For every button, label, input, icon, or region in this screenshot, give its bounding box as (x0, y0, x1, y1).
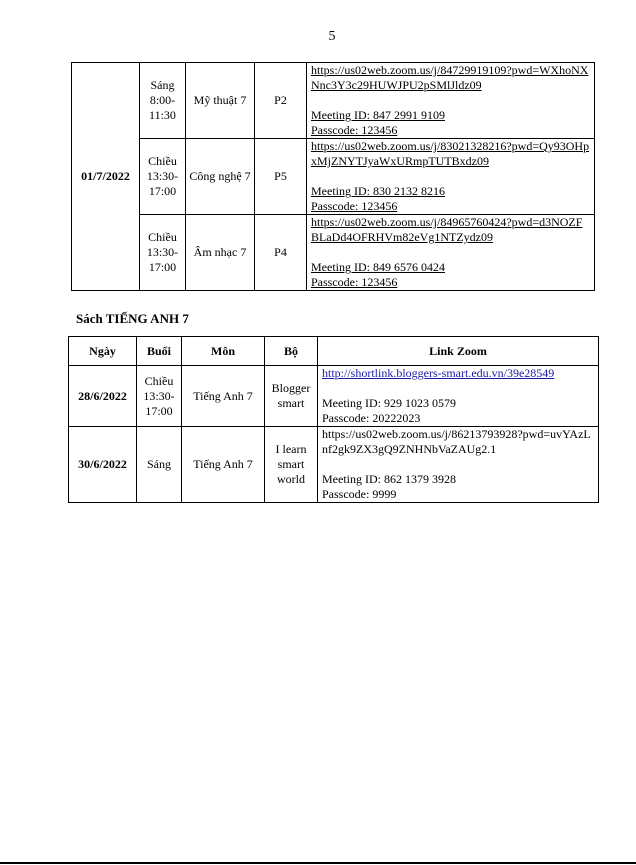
zoom-link[interactable]: https://us02web.zoom.us/j/83021328216?pwd=Qy93OHpxMjZNYTJyaWxURmpTUTBxdz09 (311, 139, 590, 168)
schedule-table-grade7 (71, 62, 595, 291)
table-row (72, 63, 595, 139)
meeting-id: Meeting ID: 929 1023 0579 (322, 396, 456, 410)
meeting-id: Meeting ID: 862 1379 3928 (322, 472, 456, 486)
zoom-link-cell (307, 63, 595, 139)
table-row (69, 427, 599, 503)
passcode: Passcode: 20222023 (322, 411, 421, 425)
meeting-id: Meeting ID: 830 2132 8216 (311, 184, 445, 198)
passcode: Passcode: 9999 (322, 487, 397, 501)
session-cell: Chiều 13:30- 17:00 (137, 366, 182, 427)
page-number: 5 (328, 29, 336, 44)
session-cell: Chiều 13:30- 17:00 (140, 215, 186, 291)
room-cell: P4 (255, 215, 307, 291)
book-cell: Blogger smart (265, 366, 318, 427)
passcode: Passcode: 123456 (311, 199, 398, 213)
header-link: Link Zoom (318, 337, 599, 366)
schedule-table-english7 (68, 336, 599, 503)
subject-cell: Mỹ thuật 7 (186, 63, 255, 139)
subject-cell: Tiếng Anh 7 (182, 366, 265, 427)
zoom-link[interactable]: https://us02web.zoom.us/j/84729919109?pwd=WXhoNXNnc3Y3c29HUWJPU2pSMlJldz09 (311, 63, 589, 92)
zoom-link-cell (307, 139, 595, 215)
table-header-row (69, 337, 599, 366)
zoom-link[interactable]: http://shortlink.bloggers-smart.edu.vn/39e28549 (322, 366, 555, 380)
date-cell: 28/6/2022 (69, 366, 137, 427)
book-cell: I learn smart world (265, 427, 318, 503)
table-row (72, 215, 595, 291)
room-cell: P2 (255, 63, 307, 139)
subject-cell: Tiếng Anh 7 (182, 427, 265, 503)
zoom-link[interactable]: https://us02web.zoom.us/j/84965760424?pwd=d3NOZFBLaDd4OFRHVm82eVg1NTZydz09 (311, 215, 583, 244)
date-cell: 30/6/2022 (69, 427, 137, 503)
header-book: Bộ (265, 337, 318, 366)
zoom-link-cell (307, 215, 595, 291)
date-cell: 01/7/2022 (72, 63, 140, 291)
subject-cell: Âm nhạc 7 (186, 215, 255, 291)
passcode: Passcode: 123456 (311, 275, 398, 289)
meeting-id: Meeting ID: 847 2991 9109 (311, 108, 445, 122)
passcode: Passcode: 123456 (311, 123, 398, 137)
zoom-link-cell (318, 366, 599, 427)
subject-cell: Công nghệ 7 (186, 139, 255, 215)
zoom-link-cell (318, 427, 599, 503)
section-title: Sách TIẾNG ANH 7 (76, 311, 189, 326)
zoom-link[interactable]: https://us02web.zoom.us/j/86213793928?pwd=uvYAzLnf2gk9ZX3gQ9ZNHNbVaZAUg2.1 (322, 427, 591, 456)
session-cell: Sáng (137, 427, 182, 503)
table-row (69, 366, 599, 427)
header-date: Ngày (69, 337, 137, 366)
table-row (72, 139, 595, 215)
room-cell: P5 (255, 139, 307, 215)
session-cell: Chiều 13:30- 17:00 (140, 139, 186, 215)
page-bottom-rule (0, 862, 636, 864)
header-session: Buổi (137, 337, 182, 366)
meeting-id: Meeting ID: 849 6576 0424 (311, 260, 445, 274)
header-subject: Môn (182, 337, 265, 366)
session-cell: Sáng 8:00- 11:30 (140, 63, 186, 139)
